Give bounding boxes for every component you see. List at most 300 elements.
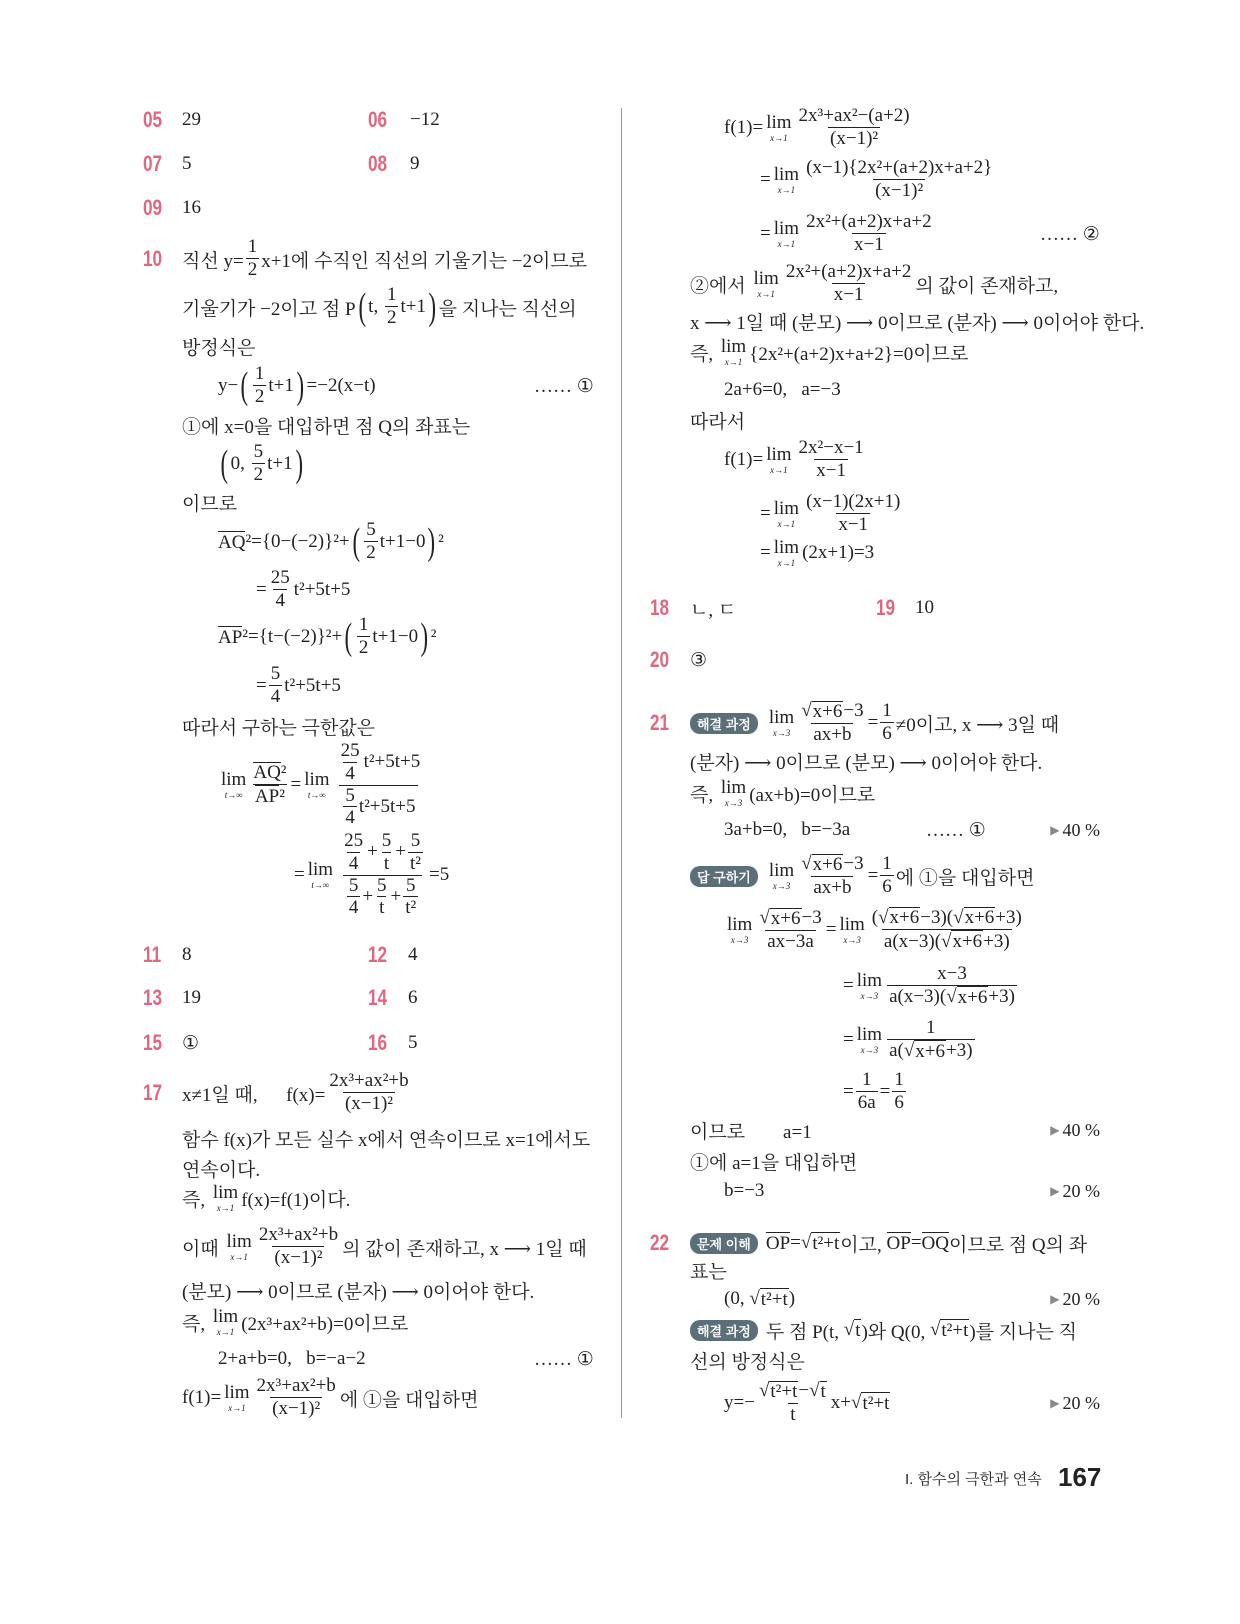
math-text: x−1 xyxy=(838,514,869,536)
equation-tag: …… ② xyxy=(1040,223,1100,245)
denominator xyxy=(385,306,399,329)
numerator xyxy=(385,285,399,306)
step-badge: 문제 이해 xyxy=(690,1233,758,1254)
step-badge: 해결 과정 xyxy=(690,1320,758,1341)
lim-subscript: x→3 xyxy=(860,991,879,1001)
limit xyxy=(308,860,333,890)
math-text: 즉, xyxy=(182,1189,210,1211)
math-text: 2x²−x−1 xyxy=(798,437,864,459)
segment-overline: AP xyxy=(218,626,243,648)
limit xyxy=(857,971,882,1001)
big-parenthesis: ( xyxy=(240,365,249,407)
math-text: 4 xyxy=(275,590,285,612)
math-group xyxy=(337,741,421,785)
denominator xyxy=(788,1403,797,1426)
math-group xyxy=(341,786,415,830)
equation-tag: …… ① xyxy=(534,1348,594,1370)
math-text: x+1에 수직인 직선의 기울기는 −2이므로 xyxy=(261,250,588,272)
answer: 19 xyxy=(182,987,201,1008)
lim-label: lim xyxy=(307,859,334,880)
fraction xyxy=(335,741,423,829)
math-text: 의 값이 존재하고, xyxy=(915,275,1059,297)
math-line xyxy=(182,285,577,329)
score-percent xyxy=(1050,1169,1100,1213)
math-line xyxy=(182,1376,478,1420)
math-text: 따라서 xyxy=(690,411,746,433)
math-text: x≠1일 때, f(x)= xyxy=(182,1084,326,1106)
numerator xyxy=(375,876,389,897)
math-text: −3 xyxy=(843,853,864,875)
math-text: +3) xyxy=(983,930,1010,952)
triangle-icon: ▶ xyxy=(1050,822,1060,837)
lim-subscript: x→1 xyxy=(777,185,796,195)
fraction xyxy=(757,908,823,953)
answer: ㄴ, ㄷ xyxy=(690,599,737,621)
math-text: 즉, xyxy=(690,343,718,365)
radical-sign: √ xyxy=(801,853,812,875)
math-text: f(x)=f(1)이다. xyxy=(241,1189,351,1211)
math-line xyxy=(256,568,350,612)
problem-number: 22 xyxy=(650,1230,670,1255)
math-text: = xyxy=(843,1029,854,1050)
fraction xyxy=(343,786,357,830)
radicand: x+6 xyxy=(770,907,801,929)
big-parenthesis: ( xyxy=(352,521,360,563)
math-text: = xyxy=(843,975,854,996)
math-text: + xyxy=(367,841,378,863)
math-text: (x−1)(2x+1) xyxy=(806,491,901,513)
math-text: t, xyxy=(368,296,383,317)
math-text: = xyxy=(910,1232,922,1253)
triangle-icon: ▶ xyxy=(1050,1291,1060,1306)
fraction xyxy=(375,876,389,920)
math-text: 2 xyxy=(366,542,376,564)
math-text: 5 xyxy=(405,874,416,896)
math-line xyxy=(182,1225,587,1269)
math-line xyxy=(760,212,936,256)
lim-subscript: x→1 xyxy=(777,558,796,568)
answer: ③ xyxy=(690,649,708,671)
math-text: y− xyxy=(218,375,239,396)
denominator xyxy=(252,463,266,486)
limit xyxy=(769,708,794,738)
math-line xyxy=(690,1338,805,1382)
math-text: 1 xyxy=(861,1069,872,1091)
lim-label: lim xyxy=(773,537,800,558)
math-text: = xyxy=(790,1232,801,1253)
numerator xyxy=(409,831,423,852)
math-text: ( xyxy=(871,906,879,928)
numerator xyxy=(257,1225,340,1246)
math-line xyxy=(182,480,237,524)
math-line xyxy=(218,364,376,408)
math-text: x−1 xyxy=(853,234,884,256)
math-line xyxy=(843,964,1019,1008)
denominator xyxy=(882,929,1012,953)
math-group xyxy=(253,762,286,784)
lim-label: lim xyxy=(221,769,247,790)
radicand: t²+t xyxy=(941,1319,969,1341)
math-text: (2x³+ax²+b)=0이므로 xyxy=(241,1313,409,1335)
fraction xyxy=(357,615,371,659)
percent-label: 40 % xyxy=(1062,819,1100,840)
math-text: ax+b xyxy=(813,876,852,898)
fraction xyxy=(385,285,399,329)
math-text: t xyxy=(379,897,385,919)
fraction xyxy=(380,831,394,875)
math-text: ≠0이고, x ⟶ 3일 때 xyxy=(895,714,1060,736)
fraction xyxy=(804,212,934,256)
radical-sign: √ xyxy=(843,1319,855,1340)
numerator xyxy=(404,876,418,897)
math-text: 방정식은 xyxy=(182,337,256,359)
math-line xyxy=(724,808,850,852)
answer: 10 xyxy=(915,597,934,618)
answer: 5 xyxy=(182,153,192,174)
math-text: b=−3 xyxy=(724,1180,765,1201)
lim-subscript: x→3 xyxy=(860,1045,879,1055)
math-text: 5 xyxy=(345,784,355,806)
math-text: (x−1)² xyxy=(344,1093,394,1115)
denominator xyxy=(246,258,260,281)
denominator xyxy=(828,127,880,150)
math-text: 즉, xyxy=(690,784,718,806)
radicand: x+6 xyxy=(964,907,995,929)
math-line xyxy=(724,438,868,482)
triangle-icon: ▶ xyxy=(1050,1395,1060,1410)
math-text: 6a xyxy=(857,1092,876,1114)
denominator xyxy=(343,1092,395,1115)
math-text: (ax+b)=0이므로 xyxy=(749,784,876,806)
math-text: 의 값이 존재하고, x ⟶ 1일 때 xyxy=(342,1238,587,1260)
segment-overline: OP xyxy=(886,1232,911,1254)
math-text: 4 xyxy=(345,807,355,829)
fraction xyxy=(403,876,418,920)
math-line xyxy=(760,158,996,202)
math-text: 2x²+(a+2)x+a+2 xyxy=(806,211,932,233)
limit xyxy=(774,538,799,568)
math-text: x ⟶ 1일 때 (분모) ⟶ 0이므로 (분자) ⟶ 0이어야 한다. xyxy=(690,312,1145,334)
numerator xyxy=(380,831,394,852)
lim-label: lim xyxy=(766,444,792,465)
answer: 16 xyxy=(182,197,201,218)
fraction xyxy=(253,364,267,408)
math-text: = xyxy=(294,864,305,885)
math-text: = xyxy=(867,865,879,886)
denominator xyxy=(382,852,391,875)
math-text: = xyxy=(290,774,302,795)
radicand: x+6 xyxy=(812,700,843,722)
problem-number: 08 xyxy=(368,151,388,176)
math-text: 4 xyxy=(348,852,359,874)
math-text: 선의 방정식은 xyxy=(690,1351,805,1373)
lim-label: lim xyxy=(839,914,865,935)
math-line xyxy=(724,908,1026,952)
limit xyxy=(774,165,799,195)
math-text: ①에 x=0을 대입하면 점 Q의 좌표는 xyxy=(182,416,471,438)
math-text: 2 xyxy=(386,307,397,329)
denominator xyxy=(814,459,848,482)
fraction xyxy=(870,907,1024,953)
limit xyxy=(769,861,794,891)
math-text: 1 xyxy=(247,236,258,258)
lim-subscript: x→1 xyxy=(770,465,788,475)
math-text: 2x³+ax²+b xyxy=(256,1375,336,1397)
lim-subscript: x→3 xyxy=(772,728,791,738)
step-badge: 답 구하기 xyxy=(690,866,758,887)
numerator xyxy=(335,741,423,785)
triangle-icon: ▶ xyxy=(1050,1122,1060,1137)
percent-label: 40 % xyxy=(1062,1119,1100,1140)
square-root xyxy=(953,907,995,929)
math-line xyxy=(724,106,914,150)
math-text: ax+b xyxy=(813,723,852,745)
math-text: 2x²+(a+2)x+a+2 xyxy=(785,261,912,283)
denominator xyxy=(343,806,357,829)
math-line xyxy=(182,324,255,368)
math-text: (x−1)² xyxy=(830,128,879,150)
limit xyxy=(774,219,799,249)
square-root xyxy=(801,701,843,723)
denominator xyxy=(273,589,287,612)
radicand: t xyxy=(820,1380,826,1402)
math-line xyxy=(724,1381,890,1425)
big-parenthesis: ( xyxy=(358,286,366,328)
math-text: +3) xyxy=(945,1040,973,1062)
math-text: f(1)= xyxy=(724,449,764,470)
limit xyxy=(721,337,746,367)
limit xyxy=(839,915,864,945)
math-text: = xyxy=(256,675,267,696)
math-text: 4 xyxy=(270,686,281,708)
math-text: 표는 xyxy=(690,1261,727,1283)
fraction xyxy=(269,568,292,612)
segment-overline: AQ xyxy=(218,531,246,553)
big-parenthesis: ( xyxy=(220,443,229,485)
answer: 9 xyxy=(410,153,420,174)
fraction xyxy=(804,158,994,202)
math-text: 5 xyxy=(270,663,281,685)
math-text: 이므로 a=1 xyxy=(690,1121,812,1143)
limit xyxy=(766,445,791,475)
problem-number: 10 xyxy=(143,246,163,271)
percent-label: 20 % xyxy=(1062,1180,1100,1201)
problem-number: 05 xyxy=(143,107,163,132)
chapter-title: I. 함수의 극한과 연속 xyxy=(905,1471,1042,1488)
fraction xyxy=(856,1070,878,1114)
math-text: 5 xyxy=(377,874,387,896)
square-root xyxy=(851,1392,890,1415)
percent-label: 20 % xyxy=(1062,1392,1100,1413)
denominator xyxy=(377,896,386,919)
fraction xyxy=(257,1225,340,1269)
problem-number: 16 xyxy=(368,1030,388,1055)
denominator xyxy=(357,636,371,659)
numerator xyxy=(804,158,994,179)
numerator xyxy=(251,762,288,784)
math-text: 이므로 xyxy=(182,493,238,515)
math-text: ² xyxy=(279,785,285,807)
math-text: ²={0−(−2)}²+ xyxy=(245,531,350,552)
square-root xyxy=(930,1319,969,1342)
numerator xyxy=(784,262,914,283)
lim-label: lim xyxy=(212,1306,239,1327)
math-line xyxy=(843,1070,908,1114)
numerator xyxy=(364,520,378,541)
math-text: −3)( xyxy=(920,906,954,928)
denominator xyxy=(765,930,816,953)
denominator xyxy=(347,852,361,875)
math-line xyxy=(182,1071,413,1115)
numerator xyxy=(924,1018,938,1039)
fraction xyxy=(327,1071,410,1115)
math-text: 1 xyxy=(894,1069,904,1091)
math-text: 5 xyxy=(381,829,392,851)
math-text: 2a+6=0, a=−3 xyxy=(724,379,841,400)
limit xyxy=(727,915,752,945)
big-parenthesis: ) xyxy=(420,616,429,658)
math-text: 2x³+ax²−(a+2) xyxy=(798,105,910,127)
math-text: ² xyxy=(430,626,437,647)
numerator xyxy=(860,1070,874,1091)
numerator xyxy=(342,831,365,852)
math-text: = xyxy=(760,223,771,244)
big-parenthesis: ) xyxy=(295,443,303,485)
math-text: t²+5t+5 xyxy=(358,796,416,818)
math-group xyxy=(759,908,821,930)
radical-sign: √ xyxy=(929,1319,941,1340)
problem-number: 14 xyxy=(368,985,388,1010)
fraction xyxy=(757,1381,829,1426)
fraction xyxy=(342,831,365,875)
lim-label: lim xyxy=(773,498,800,519)
fraction xyxy=(880,854,894,898)
math-text: − xyxy=(798,1380,810,1402)
math-text: = xyxy=(256,579,267,600)
big-parenthesis: ) xyxy=(428,286,437,328)
fraction xyxy=(338,831,427,919)
numerator xyxy=(880,701,894,722)
lim-label: lim xyxy=(720,777,747,798)
math-text: = xyxy=(760,169,771,190)
math-text: 2+a+b=0, b=−a−2 xyxy=(218,1348,366,1369)
numerator xyxy=(338,831,427,875)
math-text: 연속이다. xyxy=(182,1159,261,1181)
fraction xyxy=(339,741,362,785)
math-line xyxy=(843,1018,977,1062)
problem-number: 20 xyxy=(650,647,670,672)
math-text: 6 xyxy=(882,876,892,898)
denominator xyxy=(408,852,423,875)
answer: 4 xyxy=(408,944,418,965)
math-text: 1 xyxy=(882,853,892,875)
problem-number: 21 xyxy=(650,710,670,735)
problem-number: 09 xyxy=(143,195,163,220)
radical-sign: √ xyxy=(800,1232,812,1253)
lim-label: lim xyxy=(856,970,883,991)
numerator xyxy=(804,212,934,233)
fraction xyxy=(252,442,266,486)
denominator xyxy=(873,179,925,202)
math-text: 6 xyxy=(894,1092,904,1114)
denominator xyxy=(364,541,378,564)
radicand: t²+t xyxy=(812,1232,840,1254)
math-group xyxy=(884,930,1010,953)
math-text: = xyxy=(825,919,837,940)
radicand: t xyxy=(855,1319,861,1341)
numerator xyxy=(797,438,866,459)
square-root xyxy=(844,1319,862,1342)
numerator xyxy=(253,364,267,385)
math-text: =−2(x−t) xyxy=(306,375,376,396)
math-text: 함수 f(x)가 모든 실수 x에서 연속이므로 x=1에서도 xyxy=(182,1129,591,1151)
math-text: ² xyxy=(438,531,444,552)
math-text: 직선 y= xyxy=(182,250,244,272)
math-text: 이때 xyxy=(182,1238,224,1260)
math-text: ² xyxy=(280,761,287,783)
math-text: 2x³+ax²+b xyxy=(329,1070,409,1092)
math-text: 5 xyxy=(348,874,359,896)
denominator xyxy=(892,1091,906,1114)
numerator xyxy=(269,568,292,589)
numerator xyxy=(880,854,894,875)
lim-subscript: x→1 xyxy=(770,133,788,143)
math-text: t+1 xyxy=(268,375,294,396)
math-text: ax−3a xyxy=(767,930,814,952)
lim-label: lim xyxy=(768,860,795,881)
fraction xyxy=(797,106,912,150)
math-text: )를 지나는 직 xyxy=(969,1321,1077,1343)
numerator xyxy=(797,106,912,127)
problem-number: 15 xyxy=(143,1030,163,1055)
math-text: (x−1)² xyxy=(274,1247,323,1269)
score-percent xyxy=(1050,1277,1100,1321)
page-number: 167 xyxy=(1058,1462,1102,1492)
math-line xyxy=(724,1169,764,1213)
lim-label: lim xyxy=(773,218,800,239)
segment-overline: AP xyxy=(254,786,280,808)
math-text: 두 점 P(t, xyxy=(765,1321,844,1343)
lim-subscript: x→1 xyxy=(724,357,743,367)
fraction xyxy=(408,831,423,875)
math-text: (x−1){2x²+(a+2)x+a+2} xyxy=(806,157,993,179)
math-text: ②에서 xyxy=(690,275,751,297)
math-text: +3) xyxy=(995,906,1022,928)
square-root xyxy=(759,908,801,930)
math-text: 0, xyxy=(230,453,250,474)
denominator xyxy=(880,875,894,898)
radicand: x+6 xyxy=(957,986,988,1008)
lim-subscript: x→3 xyxy=(724,798,743,808)
step-badge: 해결 과정 xyxy=(690,713,758,734)
math-text: )와 Q(0, xyxy=(861,1321,930,1343)
lim-subscript: t→∞ xyxy=(311,880,330,890)
math-text: t²+5t+5 xyxy=(293,579,351,600)
limit xyxy=(224,1383,249,1413)
denominator xyxy=(856,1091,878,1114)
lim-subscript: x→1 xyxy=(230,1252,248,1262)
numerator xyxy=(347,876,361,897)
math-text: f(1)= xyxy=(182,1387,222,1408)
math-text: 에 ①을 대입하면 xyxy=(895,867,1035,889)
numerator xyxy=(343,786,357,807)
math-text: 25 xyxy=(270,567,290,589)
lim-label: lim xyxy=(727,914,753,935)
limit xyxy=(213,1307,238,1337)
numerator xyxy=(799,854,865,876)
percent-label: 20 % xyxy=(1062,1288,1100,1309)
math-text: = xyxy=(843,1081,854,1102)
